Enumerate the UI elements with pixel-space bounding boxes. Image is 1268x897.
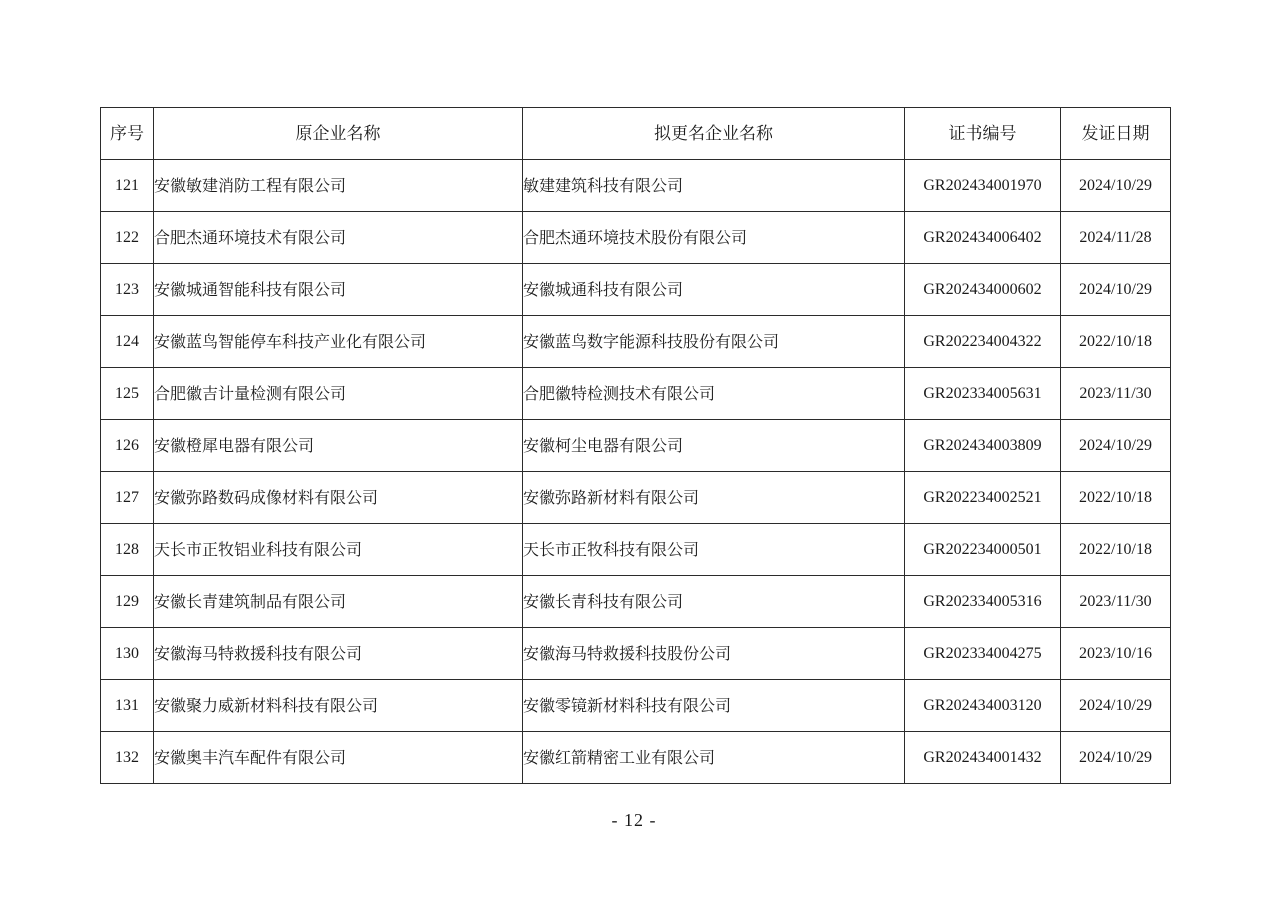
company-rename-table bbox=[100, 107, 1171, 784]
cell-new-name: 安徽长青科技有限公司 bbox=[523, 576, 905, 628]
cell-new-name: 安徽柯尘电器有限公司 bbox=[523, 420, 905, 472]
cell-issue-date: 2022/10/18 bbox=[1061, 472, 1171, 524]
cell-old-name: 安徽聚力威新材料科技有限公司 bbox=[154, 680, 523, 732]
cell-seq: 129 bbox=[101, 576, 154, 628]
cell-cert-no: GR202234000501 bbox=[905, 524, 1061, 576]
cell-old-name: 合肥徽吉计量检测有限公司 bbox=[154, 368, 523, 420]
cell-new-name: 天长市正牧科技有限公司 bbox=[523, 524, 905, 576]
cell-cert-no: GR202434001970 bbox=[905, 160, 1061, 212]
cell-issue-date: 2024/10/29 bbox=[1061, 160, 1171, 212]
cell-new-name: 安徽弥路新材料有限公司 bbox=[523, 472, 905, 524]
table-row bbox=[101, 212, 1171, 264]
cell-seq: 125 bbox=[101, 368, 154, 420]
cell-cert-no: GR202334004275 bbox=[905, 628, 1061, 680]
cell-old-name: 安徽橙犀电器有限公司 bbox=[154, 420, 523, 472]
cell-new-name: 安徽城通科技有限公司 bbox=[523, 264, 905, 316]
cell-issue-date: 2023/10/16 bbox=[1061, 628, 1171, 680]
table-row bbox=[101, 368, 1171, 420]
cell-cert-no: GR202234002521 bbox=[905, 472, 1061, 524]
cell-issue-date: 2024/10/29 bbox=[1061, 420, 1171, 472]
cell-new-name: 安徽零镜新材料科技有限公司 bbox=[523, 680, 905, 732]
header-new-name: 拟更名企业名称 bbox=[523, 108, 905, 160]
table-row bbox=[101, 264, 1171, 316]
cell-old-name: 安徽海马特救援科技有限公司 bbox=[154, 628, 523, 680]
cell-old-name: 合肥杰通环境技术有限公司 bbox=[154, 212, 523, 264]
cell-issue-date: 2024/10/29 bbox=[1061, 680, 1171, 732]
cell-cert-no: GR202434003809 bbox=[905, 420, 1061, 472]
cell-cert-no: GR202434001432 bbox=[905, 732, 1061, 784]
cell-issue-date: 2024/11/28 bbox=[1061, 212, 1171, 264]
header-issue-date: 发证日期 bbox=[1061, 108, 1171, 160]
cell-seq: 122 bbox=[101, 212, 154, 264]
table-row bbox=[101, 316, 1171, 368]
table-row bbox=[101, 576, 1171, 628]
cell-old-name: 安徽蓝鸟智能停车科技产业化有限公司 bbox=[154, 316, 523, 368]
cell-new-name: 安徽蓝鸟数字能源科技股份有限公司 bbox=[523, 316, 905, 368]
cell-old-name: 安徽敏建消防工程有限公司 bbox=[154, 160, 523, 212]
cell-cert-no: GR202334005631 bbox=[905, 368, 1061, 420]
header-seq: 序号 bbox=[101, 108, 154, 160]
table-row bbox=[101, 680, 1171, 732]
cell-issue-date: 2024/10/29 bbox=[1061, 264, 1171, 316]
cell-seq: 121 bbox=[101, 160, 154, 212]
cell-new-name: 合肥徽特检测技术有限公司 bbox=[523, 368, 905, 420]
cell-seq: 131 bbox=[101, 680, 154, 732]
table-body bbox=[101, 160, 1171, 784]
cell-issue-date: 2023/11/30 bbox=[1061, 368, 1171, 420]
cell-seq: 126 bbox=[101, 420, 154, 472]
cell-old-name: 天长市正牧铝业科技有限公司 bbox=[154, 524, 523, 576]
cell-seq: 132 bbox=[101, 732, 154, 784]
cell-old-name: 安徽长青建筑制品有限公司 bbox=[154, 576, 523, 628]
cell-new-name: 敏建建筑科技有限公司 bbox=[523, 160, 905, 212]
cell-seq: 128 bbox=[101, 524, 154, 576]
cell-cert-no: GR202434003120 bbox=[905, 680, 1061, 732]
cell-new-name: 安徽红箭精密工业有限公司 bbox=[523, 732, 905, 784]
table-row bbox=[101, 160, 1171, 212]
cell-seq: 130 bbox=[101, 628, 154, 680]
table-row bbox=[101, 628, 1171, 680]
table-row bbox=[101, 732, 1171, 784]
header-old-name: 原企业名称 bbox=[154, 108, 523, 160]
cell-seq: 127 bbox=[101, 472, 154, 524]
table-row bbox=[101, 472, 1171, 524]
cell-cert-no: GR202334005316 bbox=[905, 576, 1061, 628]
table-row bbox=[101, 524, 1171, 576]
cell-old-name: 安徽城通智能科技有限公司 bbox=[154, 264, 523, 316]
page-number: - 12 - bbox=[611, 810, 657, 830]
cell-cert-no: GR202434006402 bbox=[905, 212, 1061, 264]
cell-issue-date: 2022/10/18 bbox=[1061, 316, 1171, 368]
cell-seq: 123 bbox=[101, 264, 154, 316]
cell-new-name: 合肥杰通环境技术股份有限公司 bbox=[523, 212, 905, 264]
cell-old-name: 安徽弥路数码成像材料有限公司 bbox=[154, 472, 523, 524]
header-cert-no: 证书编号 bbox=[905, 108, 1061, 160]
cell-issue-date: 2023/11/30 bbox=[1061, 576, 1171, 628]
cell-issue-date: 2022/10/18 bbox=[1061, 524, 1171, 576]
cell-old-name: 安徽奥丰汽车配件有限公司 bbox=[154, 732, 523, 784]
cell-cert-no: GR202434000602 bbox=[905, 264, 1061, 316]
table-row bbox=[101, 420, 1171, 472]
table-header-row bbox=[101, 108, 1171, 160]
cell-cert-no: GR202234004322 bbox=[905, 316, 1061, 368]
cell-seq: 124 bbox=[101, 316, 154, 368]
cell-issue-date: 2024/10/29 bbox=[1061, 732, 1171, 784]
cell-new-name: 安徽海马特救援科技股份公司 bbox=[523, 628, 905, 680]
